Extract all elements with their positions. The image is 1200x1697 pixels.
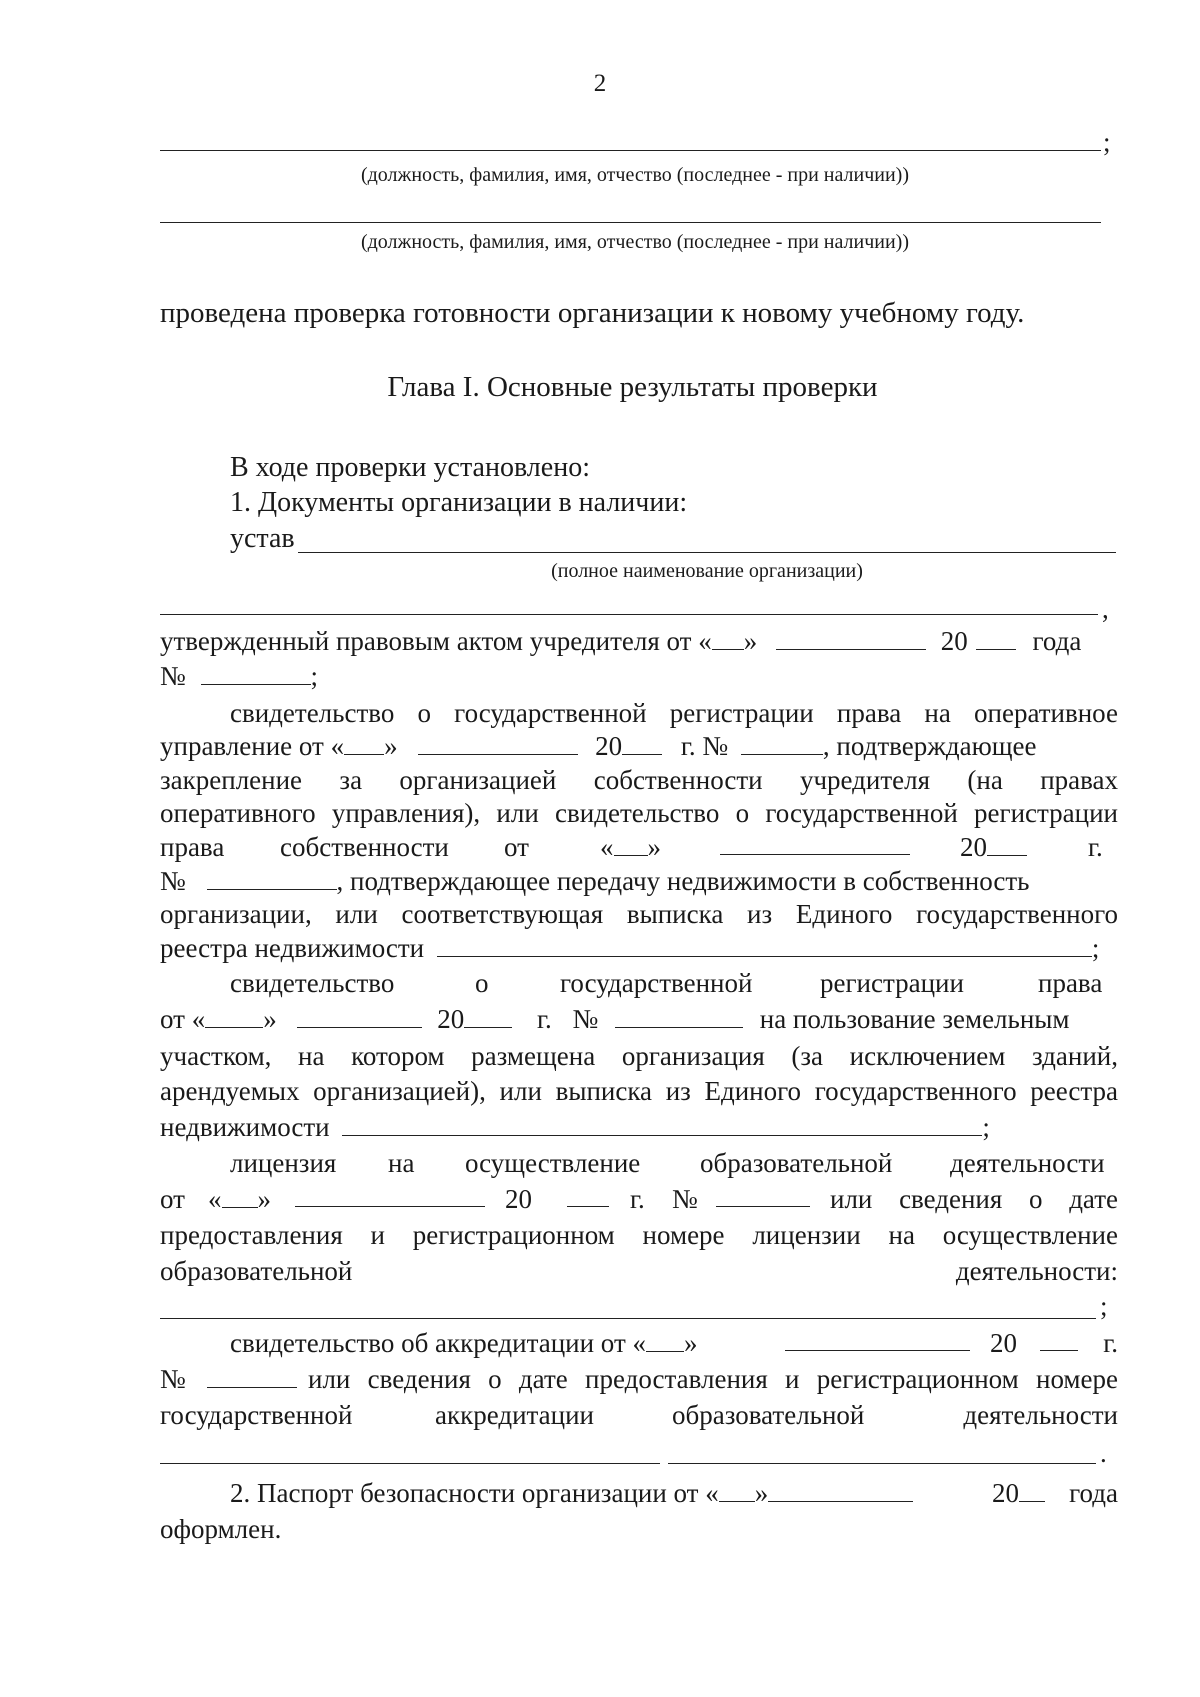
text: или сведения о дате [830, 1184, 1118, 1214]
text: от « [160, 1004, 206, 1034]
text: осуществление [465, 1148, 641, 1178]
day-blank [646, 1327, 684, 1352]
month-blank [295, 1182, 485, 1207]
month-blank [418, 730, 578, 755]
item2-line-2: оформлен. [160, 1514, 282, 1544]
number-blank [741, 730, 823, 755]
item1-title: 1. Документы организации в наличии: [230, 487, 688, 518]
text: года [1069, 1478, 1118, 1508]
text: г. № [680, 731, 729, 761]
text: образовательной [672, 1400, 865, 1430]
land-line-2 [160, 1002, 1118, 1037]
accreditation-period: . [1100, 1438, 1107, 1468]
signer-2-line [160, 222, 1101, 223]
text: № [160, 866, 186, 896]
day-blank [222, 1183, 258, 1208]
text: от [504, 832, 529, 862]
license-info-line [160, 1318, 1096, 1319]
text: деятельности: [955, 1256, 1118, 1286]
land-line-5 [160, 1110, 1118, 1145]
established-line: В ходе проверки установлено: [230, 452, 590, 483]
day-blank [205, 1003, 263, 1028]
text: деятельности [950, 1148, 1105, 1178]
text: права [160, 832, 225, 862]
page-number: 2 [593, 70, 607, 97]
text: управление от « [160, 731, 345, 761]
operative-line-7: организации, или соответствующая выписка из Единого государственного [160, 899, 1118, 929]
license-semicolon: ; [1100, 1291, 1108, 1321]
year-blank [1040, 1326, 1078, 1351]
text: образовательной [160, 1256, 353, 1286]
text: реестра недвижимости [160, 933, 425, 963]
text: 20 [990, 1328, 1017, 1358]
text: или сведения о дате предоставления и регистрационном номере [308, 1364, 1118, 1394]
text: недвижимости [160, 1112, 330, 1142]
accreditation-info-line-b [668, 1463, 1096, 1464]
operative-line-4: оперативного управления), или свидетельство о государственной регистрации [160, 798, 1118, 828]
intro-line: проведена проверка готовности организации к новому учебному году. [160, 297, 1025, 329]
day-blank [614, 831, 648, 856]
text: на [388, 1148, 415, 1178]
text: № [672, 1184, 698, 1214]
number-sign: № [160, 661, 186, 691]
org-name-line [160, 614, 1098, 615]
operative-line-2 [160, 729, 1118, 764]
text: г. [630, 1184, 645, 1214]
charter-label: устав [230, 523, 295, 554]
text: государственной [560, 968, 753, 998]
text: 20 [595, 731, 623, 761]
signer-1-line [160, 150, 1101, 151]
operative-line-6 [160, 864, 1118, 899]
accreditation-info-line-a [160, 1463, 660, 1464]
text: » [263, 1004, 277, 1034]
text: свидетельство об аккредитации от « » [230, 1328, 698, 1358]
day-blank [712, 625, 744, 650]
text: 20 [992, 1476, 1045, 1511]
text: г. [536, 1004, 552, 1034]
text: о [475, 968, 489, 998]
accreditation-line-2 [160, 1362, 1118, 1397]
day-blank [344, 730, 384, 755]
text: права [1038, 968, 1103, 998]
month-blank [785, 1326, 970, 1351]
charter-number-line [160, 659, 1118, 694]
year-blank [987, 831, 1027, 856]
text: 20 [505, 1184, 532, 1214]
signer-2-caption: (должность, фамилия, имя, отчество (последнее - при наличии)) [360, 231, 910, 253]
land-line-3: участком, на котором размещена организация (за исключением зданий, [160, 1041, 1118, 1071]
text: регистрации [820, 968, 964, 998]
text: ; [1091, 933, 1100, 963]
text: , подтверждающее [822, 731, 1037, 761]
text: образовательной [700, 1148, 893, 1178]
year-blank [976, 625, 1016, 650]
text: ; [982, 1112, 990, 1142]
text: аккредитации [435, 1400, 594, 1430]
operative-line-8 [160, 931, 1118, 966]
month-blank [297, 1003, 422, 1028]
text: от [160, 1184, 185, 1214]
month-blank [768, 1477, 913, 1502]
text: на пользование земельным [759, 1004, 1070, 1034]
quote-close: » [743, 626, 758, 656]
org-comma: , [1102, 594, 1109, 624]
number-blank [716, 1182, 810, 1207]
text: деятельности [963, 1400, 1118, 1430]
text: № [160, 1364, 186, 1394]
year-blank [567, 1182, 609, 1207]
org-caption: (полное наименование организации) [551, 560, 863, 582]
text: лицензия [230, 1148, 337, 1178]
text: , подтверждающее передачу недвижимости в собственность [336, 866, 1030, 896]
text: « » [600, 832, 661, 862]
operative-line-3: закрепление за организацией собственности учредителя (на правах [160, 765, 1118, 795]
year-blank [464, 1003, 512, 1028]
year-word: года [1032, 626, 1082, 656]
operative-line-1: свидетельство о государственной регистрации права на оперативное [230, 698, 1118, 728]
number-blank [615, 1003, 743, 1028]
signer-1-semicolon: ; [1103, 127, 1111, 157]
text: № [572, 1004, 599, 1034]
text: г. [1103, 1328, 1118, 1358]
chapter-title: Глава I. Основные результаты проверки [387, 371, 878, 403]
text: государственной [160, 1400, 353, 1430]
license-line-3: предоставления и регистрационном номере лицензии на осуществление [160, 1220, 1118, 1250]
month-blank [776, 625, 926, 650]
charter-org-line [298, 552, 1116, 553]
land-line-4: арендуемых организацией), или выписка из Единого государственного реестра [160, 1076, 1118, 1106]
number-blank [207, 865, 337, 890]
text: 20 [960, 830, 1027, 865]
number-blank [207, 1363, 297, 1388]
registry-blank [342, 1111, 982, 1136]
semicolon: ; [310, 661, 319, 691]
year-blank [1019, 1477, 1045, 1502]
charter-approved-text: утвержденный правовым актом учредителя от « [160, 626, 712, 656]
text: собственности [280, 832, 449, 862]
number-blank [201, 660, 311, 685]
charter-approved-line [160, 624, 1118, 659]
text: свидетельство [230, 968, 395, 998]
year-prefix: 20 [940, 626, 968, 656]
day-blank [719, 1477, 755, 1502]
text: г. [1088, 832, 1103, 862]
text: 20 [437, 1004, 465, 1034]
registry-blank [437, 932, 1092, 957]
text: » [384, 731, 398, 761]
text: « » [208, 1184, 271, 1214]
text: 2. Паспорт безопасности организации от « » [230, 1476, 913, 1511]
signer-1-caption: (должность, фамилия, имя, отчество (последнее - при наличии)) [360, 164, 910, 186]
month-blank [720, 830, 910, 855]
year-blank [622, 730, 662, 755]
